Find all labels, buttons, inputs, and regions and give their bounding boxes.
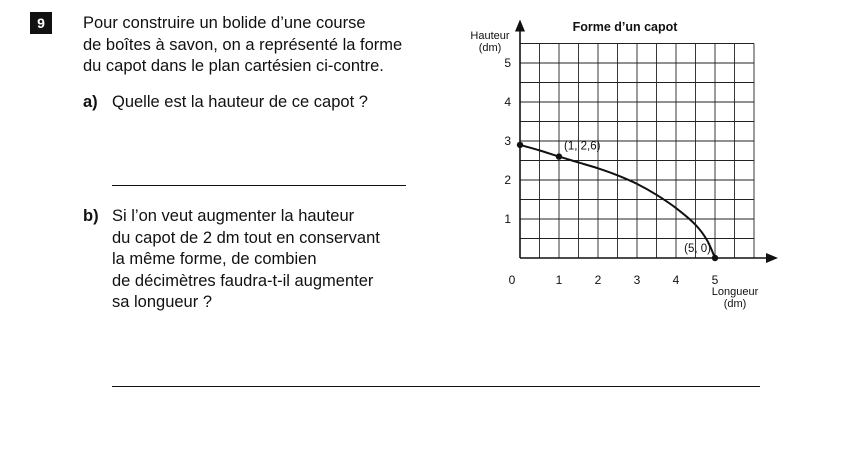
x-axis-arrow [766, 253, 778, 263]
data-point [712, 255, 718, 261]
y-axis-label: Hauteur [470, 30, 510, 42]
question-line: Si l’on veut augmenter la hauteur [112, 207, 355, 225]
intro-line: du capot dans le plan cartésien ci-contre. [83, 57, 384, 75]
exercise-intro [83, 13, 443, 78]
exercise-number-badge: 9 [30, 12, 52, 34]
x-axis-unit: (dm) [723, 298, 747, 310]
answer-line-b[interactable] [112, 386, 760, 387]
question-line: sa longueur ? [112, 293, 212, 311]
intro-line: Pour construire un bolide d’une course [83, 14, 366, 32]
answer-line-a[interactable] [112, 185, 406, 186]
question-a-label: a) [83, 93, 98, 111]
y-tick-label: 5 [504, 56, 511, 70]
x-tick-label: 1 [555, 273, 563, 287]
question-a-text [112, 92, 432, 114]
chart-title: Forme d’un capot [572, 20, 678, 34]
data-point [517, 142, 523, 148]
point-label: (1, 2,6) [564, 140, 601, 153]
x-tick-label: 5 [711, 273, 719, 287]
question-line: la même forme, de combien [112, 250, 317, 268]
x-tick-label: 0 [508, 273, 516, 287]
intro-line: de boîtes à savon, on a représenté la forme [83, 35, 403, 54]
x-tick-label: 2 [594, 273, 602, 287]
hood-shape-chart [470, 10, 770, 330]
y-axis-unit: (dm) [478, 42, 502, 54]
question-b-label: b) [83, 207, 99, 225]
question-line: de décimètres faudra-t-il augmenter [112, 271, 374, 290]
x-tick-label: 3 [633, 273, 641, 287]
y-tick-label: 2 [504, 173, 511, 187]
question-line: Quelle est la hauteur de ce capot ? [112, 93, 368, 111]
y-tick-label: 3 [504, 134, 511, 148]
y-tick-label: 4 [504, 95, 511, 109]
data-point [556, 153, 562, 159]
chart-grid [520, 44, 754, 259]
y-tick-label: 1 [504, 212, 511, 226]
x-tick-label: 4 [672, 273, 680, 287]
x-axis-label: Longueur [711, 286, 759, 298]
question-b-text [112, 206, 432, 314]
question-line: du capot de 2 dm tout en conservant [112, 228, 380, 247]
y-axis-arrow [515, 20, 525, 32]
point-label: (5, 0) [684, 243, 711, 255]
